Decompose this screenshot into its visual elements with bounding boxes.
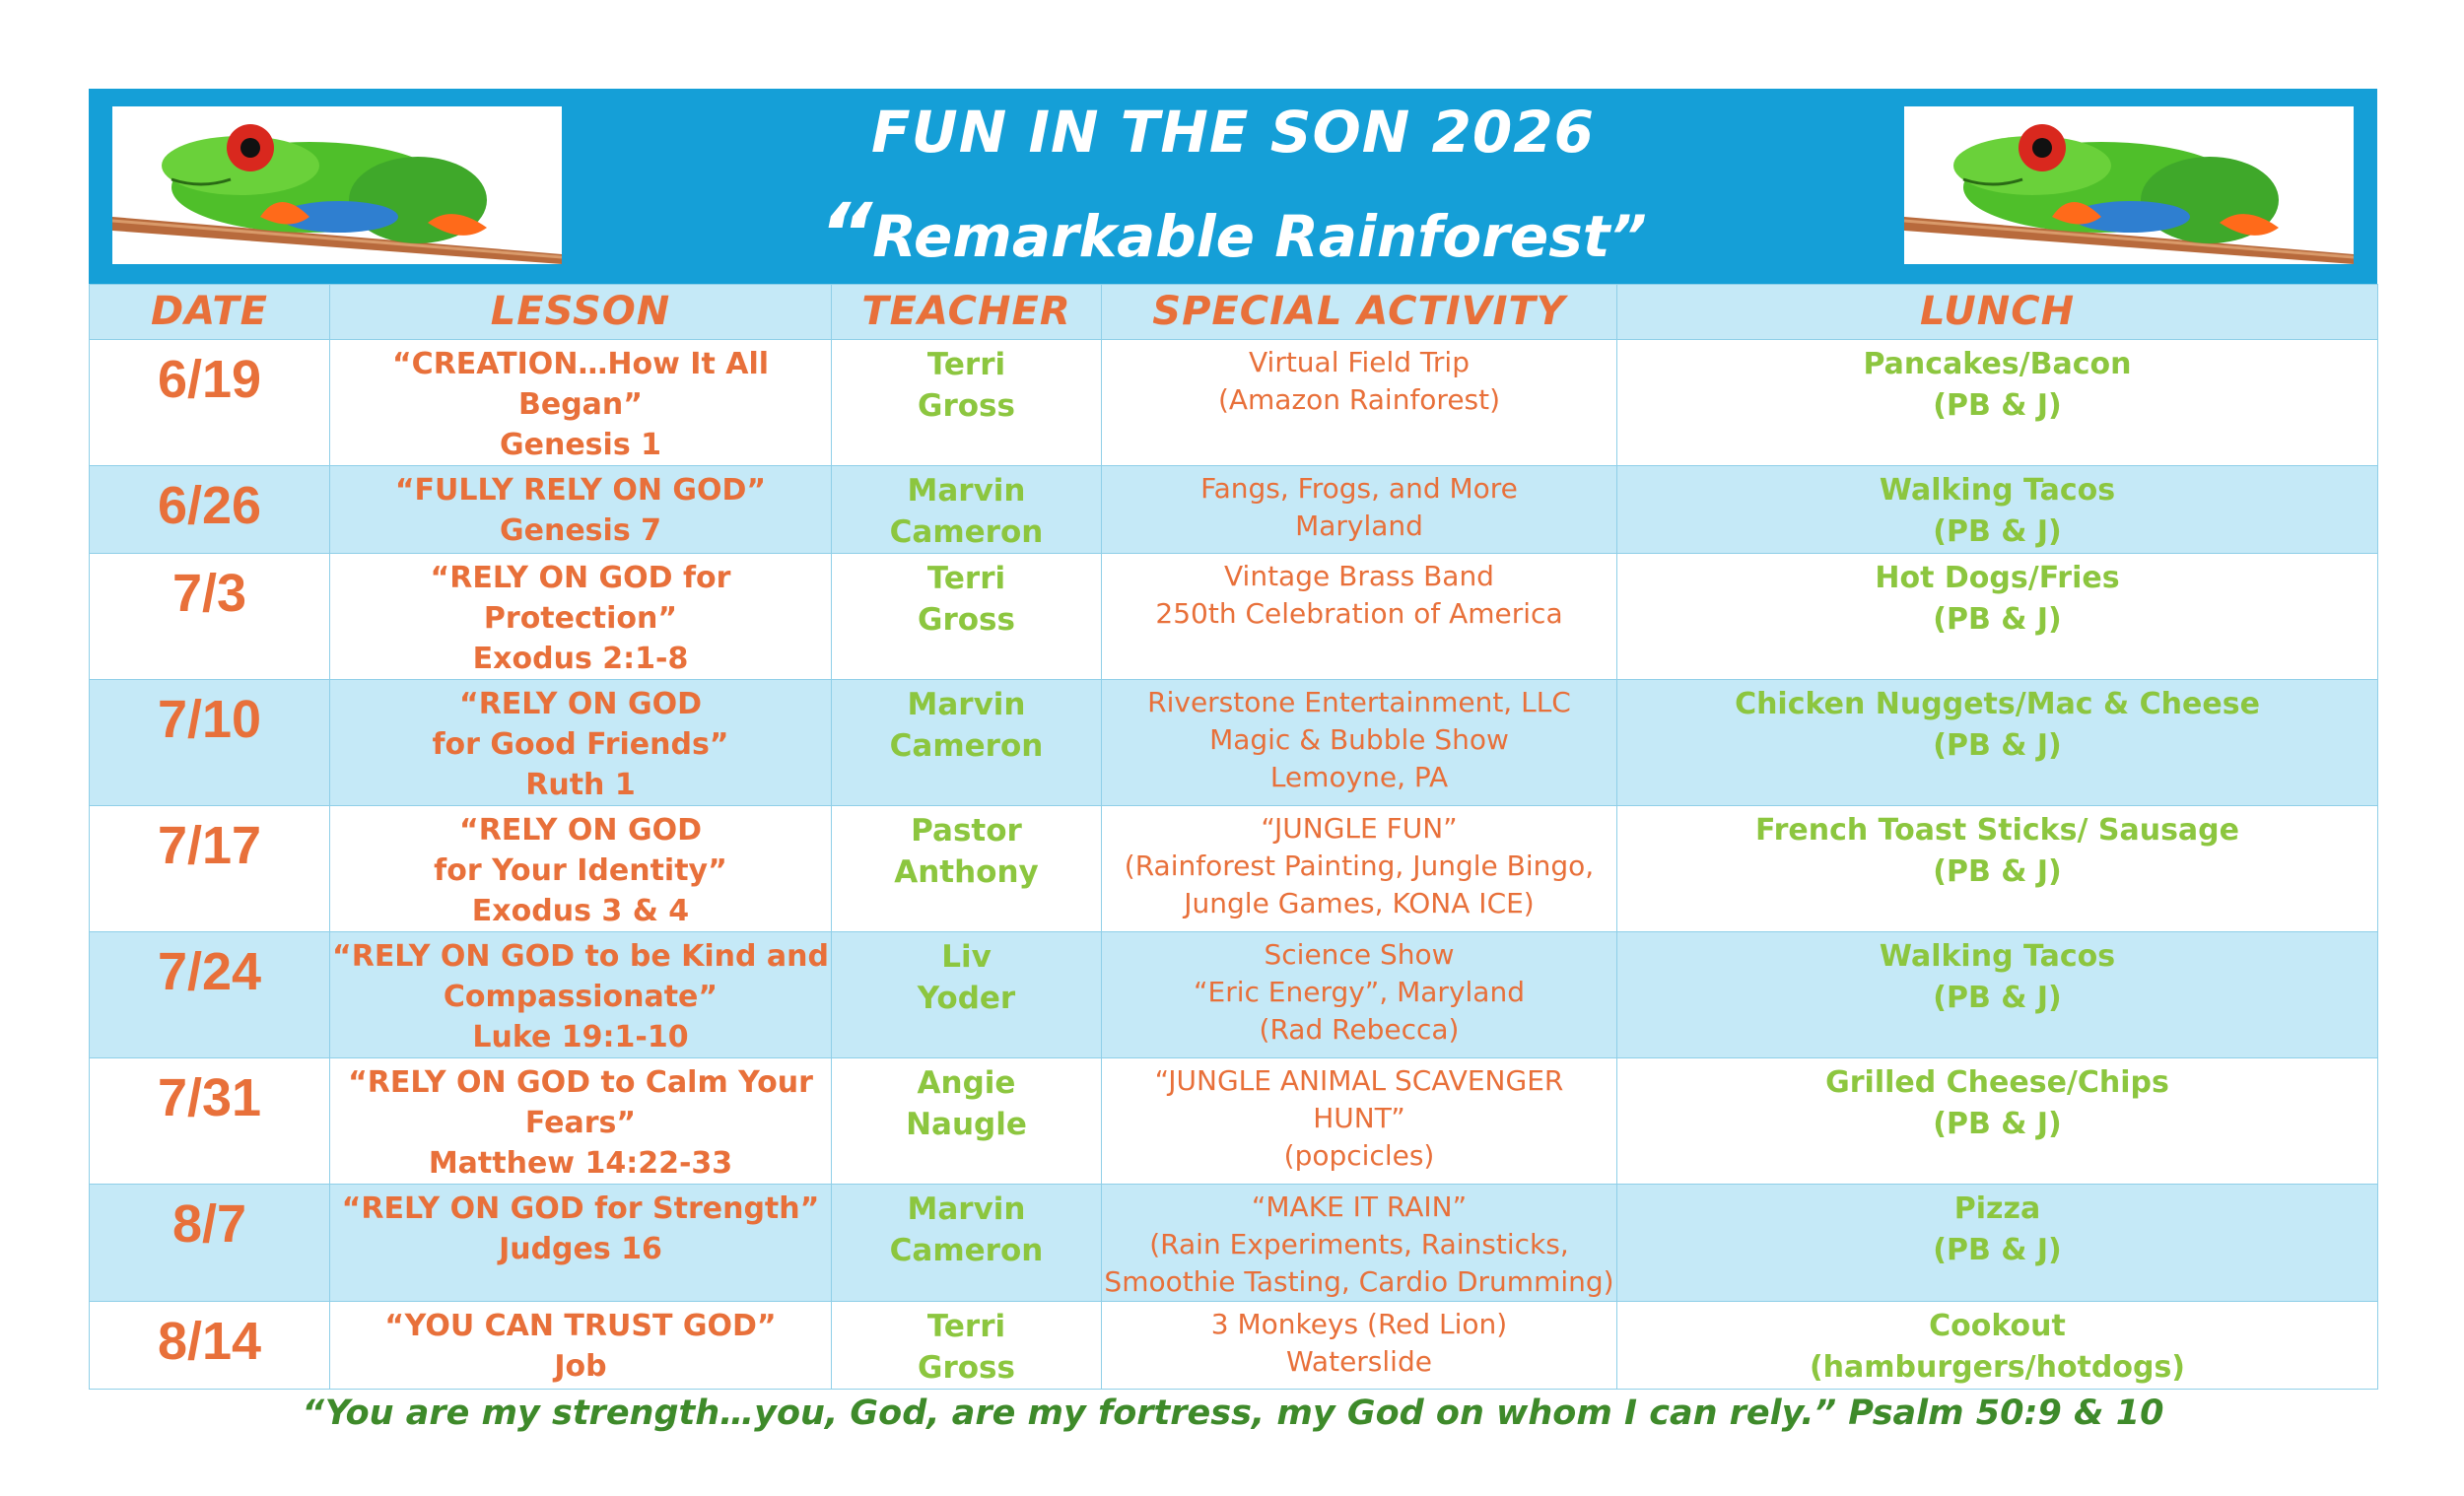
table-row: [90, 1185, 2378, 1302]
activity-line: (Rad Rebecca): [1259, 1013, 1460, 1046]
lesson-cell: [330, 1185, 832, 1302]
lesson-cell: [330, 340, 832, 466]
lesson-line: Job: [554, 1349, 607, 1384]
activity-line: Fangs, Frogs, and More: [1200, 472, 1518, 505]
activity-line: HUNT”: [1313, 1102, 1405, 1134]
lunch-line: (hamburgers/hotdogs): [1809, 1350, 2186, 1385]
teacher-line: Cameron: [889, 728, 1044, 764]
lunch-cell: [1617, 554, 2378, 680]
lunch-line: (PB & J): [1933, 728, 2062, 763]
teacher-line: Terri: [926, 1309, 1006, 1344]
activity-line: (Amazon Rainforest): [1217, 383, 1501, 416]
activity-line: Jungle Games, KONA ICE): [1184, 887, 1535, 919]
lesson-line: Compassionate”: [443, 980, 719, 1014]
lesson-line: Exodus 3 & 4: [471, 894, 690, 928]
lunch-line: (PB & J): [1933, 1107, 2062, 1141]
activity-line: “MAKE IT RAIN”: [1251, 1190, 1468, 1223]
lunch-line: Pancakes/Bacon: [1863, 347, 2132, 381]
lunch-line: (PB & J): [1933, 514, 2062, 549]
teacher-line: Yoder: [917, 981, 1016, 1016]
teacher-line: Terri: [926, 561, 1006, 596]
lunch-line: (PB & J): [1933, 388, 2062, 423]
lesson-line: Luke 19:1-10: [472, 1020, 689, 1054]
activity-line: Vintage Brass Band: [1224, 560, 1494, 592]
teacher-line: Cameron: [889, 1233, 1044, 1268]
table-row: [90, 806, 2378, 932]
activity-cell: [1102, 1058, 1617, 1185]
lesson-cell: [330, 466, 832, 554]
table-row: [90, 1058, 2378, 1185]
schedule-sheet: [89, 89, 2377, 1433]
lunch-cell: [1617, 466, 2378, 554]
teacher-line: Terri: [926, 347, 1006, 382]
date-cell: 7/17: [90, 806, 330, 932]
column-header-special-activity: SPECIAL ACTIVITY: [1102, 285, 1617, 340]
activity-cell: [1102, 806, 1617, 932]
lunch-line: Grilled Cheese/Chips: [1825, 1065, 2169, 1100]
activity-line: Maryland: [1295, 510, 1423, 542]
footer-verse: “You are my strength…you, God, are my fortress, my God on whom I can rely.” Psalm 50:9 & 10: [302, 1394, 2164, 1433]
activity-line: Lemoyne, PA: [1269, 761, 1449, 793]
column-header-lesson: LESSON: [330, 285, 832, 340]
lesson-cell: [330, 1058, 832, 1185]
column-header-date: DATE: [90, 285, 330, 340]
lunch-line: (PB & J): [1933, 1233, 2062, 1267]
lunch-line: Walking Tacos: [1879, 473, 2116, 508]
lunch-line: (PB & J): [1933, 602, 2062, 637]
activity-cell: [1102, 1302, 1617, 1390]
lesson-line: “FULLY RELY ON GOD”: [394, 473, 767, 508]
teacher-line: Gross: [918, 1350, 1015, 1386]
lesson-cell: [330, 680, 832, 806]
lesson-cell: [330, 932, 832, 1058]
teacher-cell: [832, 806, 1102, 932]
teacher-cell: [832, 1185, 1102, 1302]
activity-line: (Rain Experiments, Rainsticks,: [1149, 1228, 1569, 1260]
teacher-cell: [832, 466, 1102, 554]
lunch-line: French Toast Sticks/ Sausage: [1755, 813, 2239, 848]
activity-line: Smoothie Tasting, Cardio Drumming): [1104, 1265, 1614, 1298]
lunch-line: Walking Tacos: [1879, 939, 2116, 974]
frog-image-right: [1904, 106, 2354, 264]
lunch-cell: [1617, 932, 2378, 1058]
table-row: [90, 340, 2378, 466]
teacher-line: Angie: [917, 1065, 1016, 1101]
lunch-line: Hot Dogs/Fries: [1875, 561, 2120, 595]
teacher-line: Pastor: [911, 813, 1022, 849]
lesson-line: “RELY ON GOD to be Kind and: [332, 939, 829, 974]
teacher-line: Cameron: [889, 514, 1044, 550]
lesson-line: Matthew 14:22-33: [428, 1146, 733, 1181]
lunch-cell: [1617, 1302, 2378, 1390]
activity-cell: [1102, 340, 1617, 466]
lunch-line: Chicken Nuggets/Mac & Cheese: [1735, 687, 2260, 721]
lesson-line: Fears”: [524, 1106, 637, 1140]
lesson-line: Ruth 1: [525, 768, 636, 802]
date-cell: 7/3: [90, 554, 330, 680]
activity-line: Riverstone Entertainment, LLC: [1147, 686, 1571, 718]
lesson-line: “RELY ON GOD: [458, 813, 702, 848]
lunch-cell: [1617, 1185, 2378, 1302]
teacher-line: Marvin: [907, 473, 1026, 509]
date-cell: 7/24: [90, 932, 330, 1058]
lesson-cell: [330, 554, 832, 680]
lesson-line: “RELY ON GOD to Calm Your: [348, 1065, 813, 1100]
teacher-line: Anthony: [894, 854, 1039, 890]
activity-line: 3 Monkeys (Red Lion): [1210, 1308, 1508, 1340]
lesson-line: for Your Identity”: [434, 853, 727, 888]
lesson-cell: [330, 806, 832, 932]
teacher-cell: [832, 554, 1102, 680]
teacher-line: Naugle: [906, 1107, 1027, 1142]
teacher-line: Gross: [918, 602, 1015, 638]
activity-line: Science Show: [1264, 938, 1455, 971]
lesson-line: “RELY ON GOD for Strength”: [341, 1191, 820, 1226]
activity-line: (Rainforest Painting, Jungle Bingo,: [1124, 850, 1595, 882]
column-header-lunch: LUNCH: [1617, 285, 2378, 340]
column-header-teacher: TEACHER: [832, 285, 1102, 340]
teacher-line: Marvin: [907, 1191, 1026, 1227]
lesson-line: Judges 16: [499, 1232, 662, 1266]
teacher-cell: [832, 680, 1102, 806]
teacher-line: Gross: [918, 388, 1015, 424]
lunch-line: (PB & J): [1933, 981, 2062, 1015]
date-cell: 6/26: [90, 466, 330, 554]
lesson-line: for Good Friends”: [432, 727, 729, 762]
table-row: [90, 466, 2378, 554]
red-eyed-tree-frog-icon: [1904, 106, 2354, 264]
lesson-line: Exodus 2:1-8: [472, 642, 689, 676]
teacher-cell: [832, 340, 1102, 466]
activity-line: “JUNGLE ANIMAL SCAVENGER: [1154, 1064, 1564, 1097]
lesson-line: “RELY ON GOD: [458, 687, 702, 721]
schedule-table: [89, 284, 2378, 1390]
activity-cell: [1102, 466, 1617, 554]
lesson-line: Genesis 7: [500, 513, 661, 548]
date-cell: 7/10: [90, 680, 330, 806]
title-banner: [89, 89, 2377, 284]
page-title: FUN IN THE SON 2026: [871, 99, 1595, 166]
activity-line: “Eric Energy”, Maryland: [1194, 976, 1525, 1008]
lunch-line: Cookout: [1929, 1309, 2066, 1343]
lunch-line: (PB & J): [1933, 854, 2062, 889]
date-cell: 8/14: [90, 1302, 330, 1390]
subtitle-open-quote: “: [819, 185, 873, 282]
table-row: [90, 680, 2378, 806]
activity-line: Waterslide: [1286, 1345, 1432, 1378]
table-row: [90, 1302, 2378, 1390]
table-row: [90, 554, 2378, 680]
lesson-line: “RELY ON GOD for Protection”: [430, 561, 731, 636]
date-cell: 8/7: [90, 1185, 330, 1302]
lesson-line: “CREATION…How It All Began”: [391, 347, 770, 422]
lesson-cell: [330, 1302, 832, 1390]
lunch-cell: [1617, 806, 2378, 932]
teacher-cell: [832, 932, 1102, 1058]
subtitle-text: Remarkable Rainforest”: [872, 203, 1647, 270]
activity-line: Virtual Field Trip: [1249, 346, 1470, 378]
date-cell: 7/31: [90, 1058, 330, 1185]
activity-line: (popcicles): [1283, 1139, 1435, 1172]
teacher-cell: [832, 1302, 1102, 1390]
lunch-cell: [1617, 340, 2378, 466]
date-cell: 6/19: [90, 340, 330, 466]
activity-cell: [1102, 1185, 1617, 1302]
teacher-cell: [832, 1058, 1102, 1185]
lunch-cell: [1617, 1058, 2378, 1185]
teacher-line: Marvin: [907, 687, 1026, 722]
column-header-row: [90, 285, 2378, 340]
lunch-cell: [1617, 680, 2378, 806]
activity-line: 250th Celebration of America: [1155, 597, 1563, 630]
activity-cell: [1102, 932, 1617, 1058]
table-row: [90, 932, 2378, 1058]
teacher-line: Liv: [941, 939, 992, 975]
activity-line: “JUNGLE FUN”: [1261, 812, 1458, 845]
activity-line: Magic & Bubble Show: [1209, 723, 1509, 756]
lesson-line: Genesis 1: [500, 428, 661, 462]
activity-cell: [1102, 554, 1617, 680]
activity-cell: [1102, 680, 1617, 806]
lesson-line: “YOU CAN TRUST GOD”: [384, 1309, 777, 1343]
lunch-line: Pizza: [1953, 1191, 2041, 1226]
